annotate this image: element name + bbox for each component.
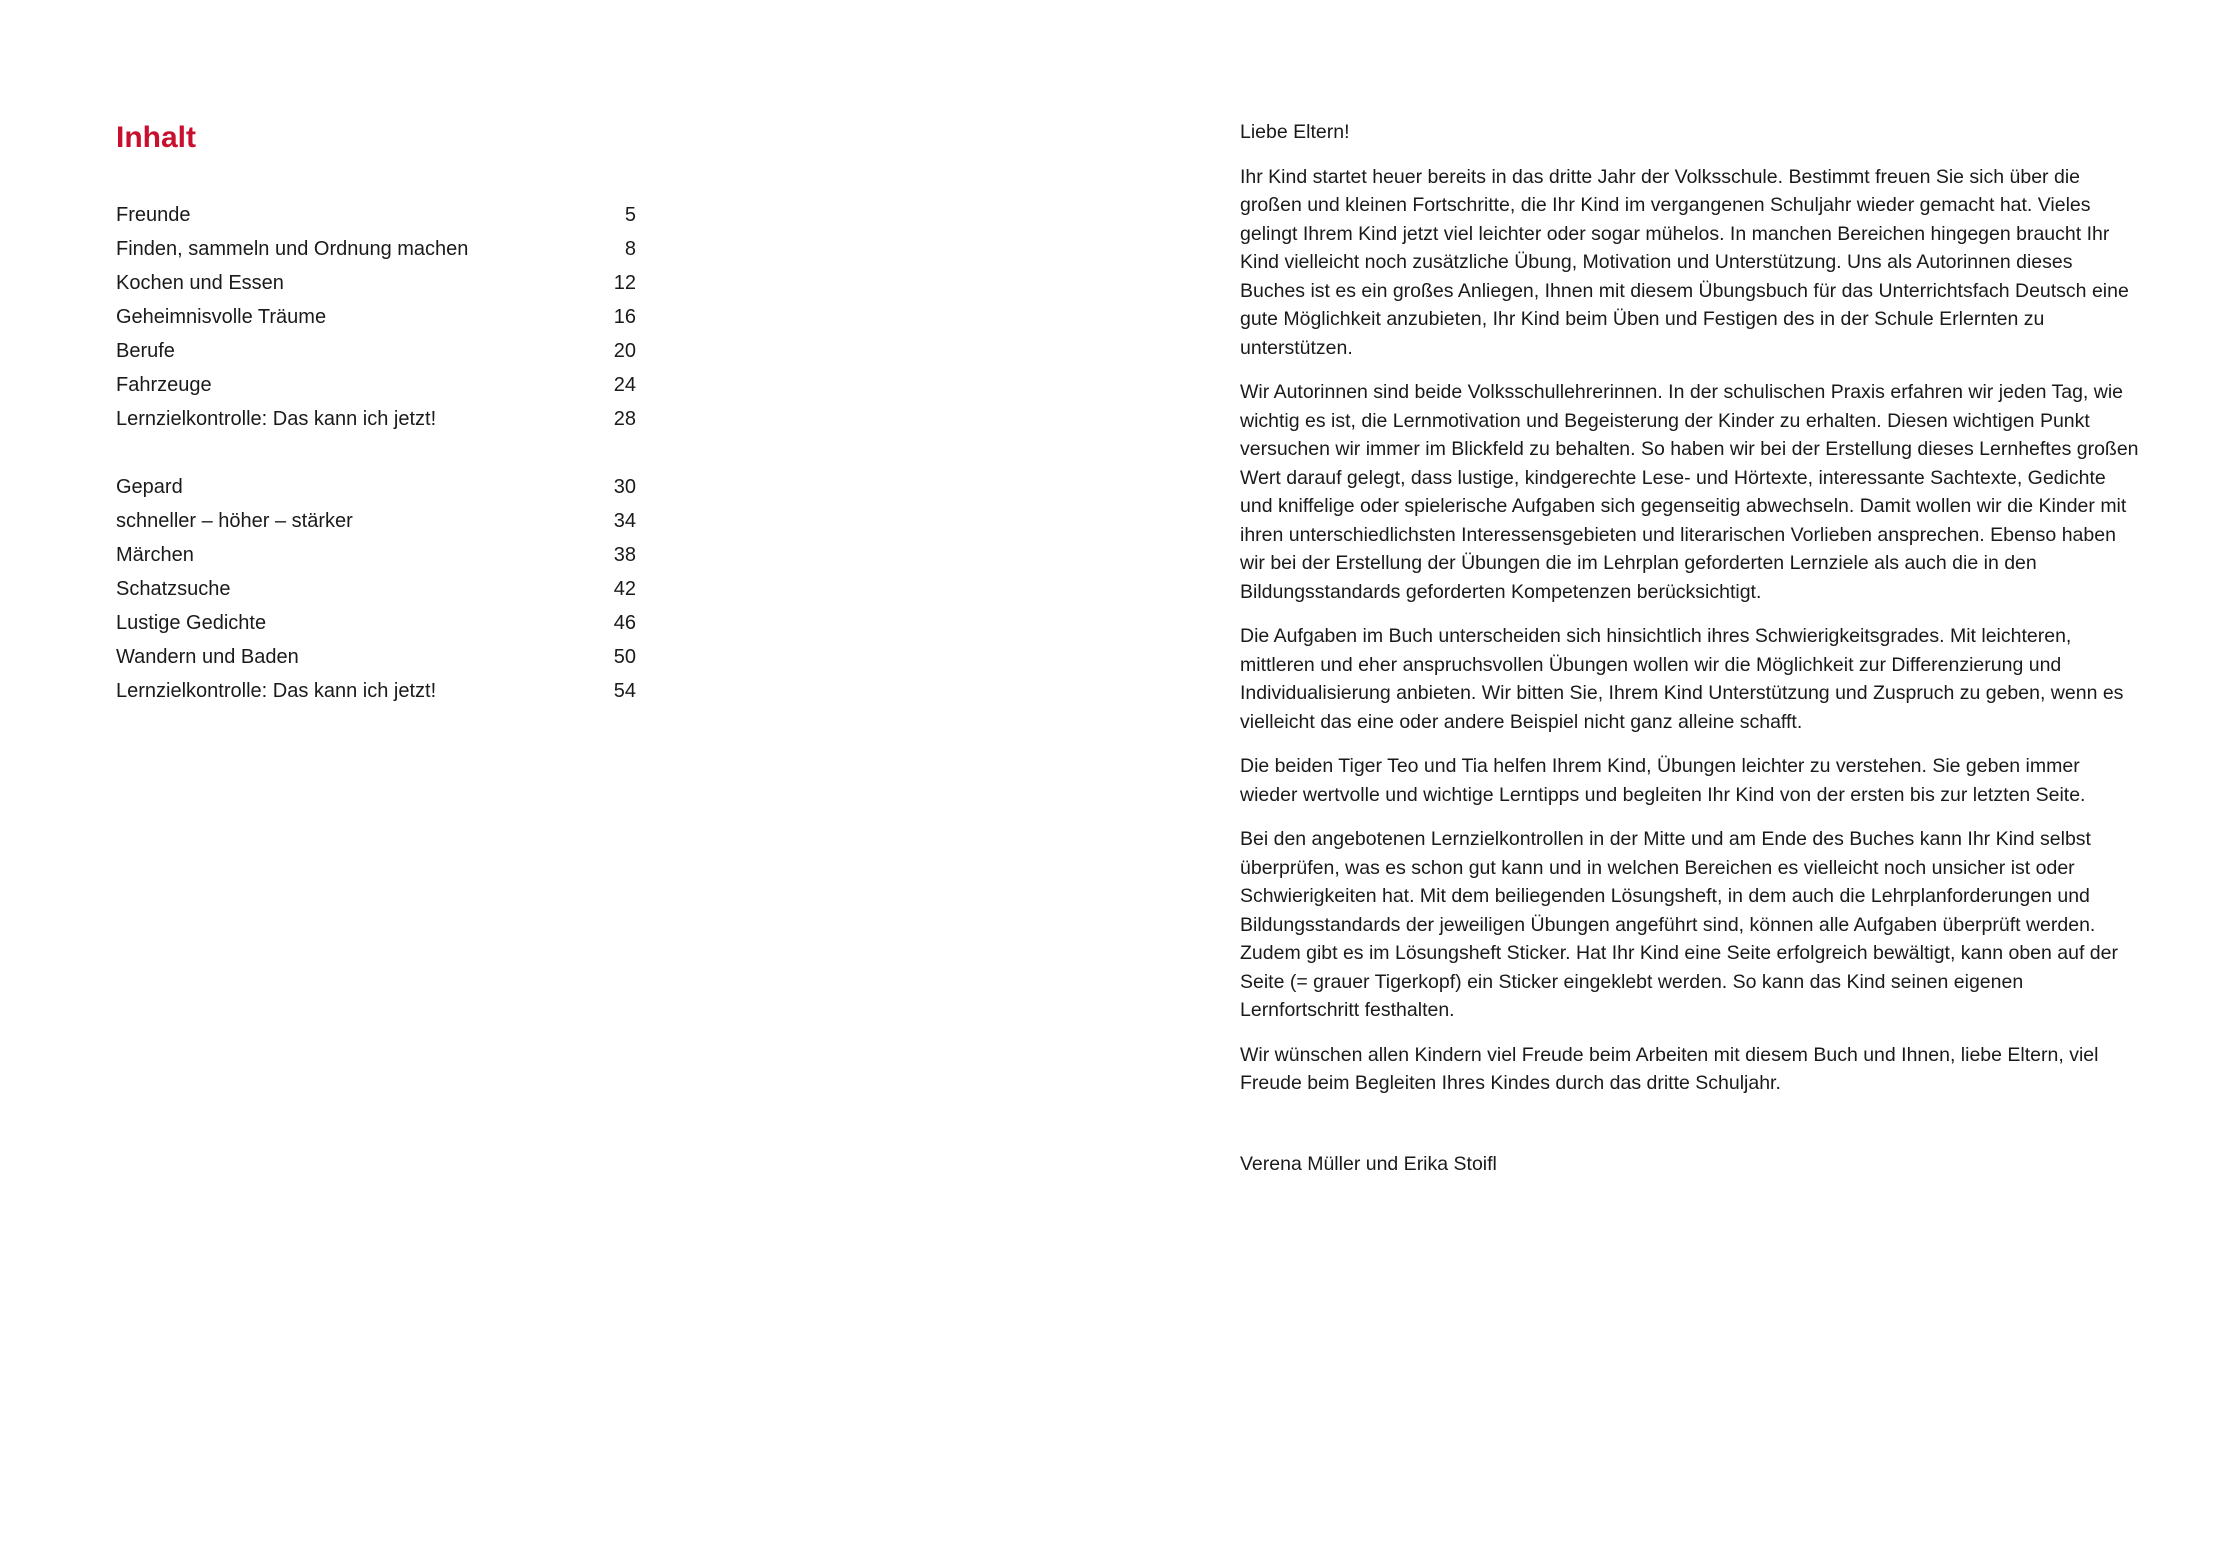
toc-entry-label: Lustige Gedichte [116,612,267,634]
toc-group-1 [116,198,636,436]
toc-entry [116,232,636,266]
toc-entry-label: Märchen [116,544,194,566]
toc-entry-page: 38 [613,544,636,566]
toc-entry-label: Lernzielkontrolle: Das kann ich jetzt! [116,408,437,430]
toc-entry-page: 24 [613,374,636,396]
toc-entry-page: 8 [624,238,636,260]
toc-entry-label: Schatzsuche [116,578,231,600]
toc-entry [116,300,636,334]
toc-entry-page: 20 [613,340,636,362]
toc-entry-page: 54 [613,680,636,702]
toc-entry-label: Gepard [116,476,183,498]
toc-entry-page: 30 [613,476,636,498]
toc-entry-label: schneller – höher – stärker [116,510,353,532]
toc-entry [116,368,636,402]
letter-signature: Verena Müller und Erika Stoifl [1240,1152,1497,1175]
toc-entry-page: 42 [613,578,636,600]
letter-paragraph: Wir wünschen allen Kindern viel Freude beim Arbeiten mit diesem Buch und Ihnen, liebe Eltern, viel Freude beim Begleiten Ihres Kindes durch das dritte Schuljahr. [1240,1043,2099,1094]
toc-entry [116,606,636,640]
toc-entry-label: Geheimnisvolle Träume [116,306,327,328]
toc-entry-page: 34 [613,510,636,532]
toc-entry-page: 5 [624,204,636,226]
toc-entry [116,674,636,708]
toc-entry-page: 28 [613,408,636,430]
toc-entry-label: Freunde [116,204,191,226]
toc-entry-label: Finden, sammeln und Ordnung machen [116,238,469,260]
letter-greeting: Liebe Eltern! [1240,121,1350,143]
toc-entry [116,334,636,368]
toc-entry-label: Fahrzeuge [116,374,212,396]
letter-paragraph: Die Aufgaben im Buch unterscheiden sich hinsichtlich ihres Schwierigkeitsgrades. Mit leichteren, mittleren und eher anspruchsvollen Übungen wollen wir die Möglichkeit zur Differenzierung und Individualisierung anbieten. Wir bitten Sie, Ihrem Kind Unterstützung und Zuspruch zu geben, wenn es vielleicht das eine oder andere Beispiel nicht ganz alleine schafft. [1240,625,2124,733]
toc-entry [116,504,636,538]
letter-paragraph: Wir Autorinnen sind beide Volksschullehrerinnen. In der schulischen Praxis erfahren wir jeden Tag, wie wichtig es ist, die Lernmotivation und Begeisterung der Kinder zu erhalten. Diesen wichtigen Punkt versuchen wir immer im Blickfeld zu behalten. So haben wir bei der Erstellung dieses Lernheftes großen Wert darauf gelegt, dass lustige, kindgerechte Lese- und Hörtexte, interessante Sachtexte, Gedichte und kniffelige oder spielerische Aufgaben sich gegenseitig abwechseln. Damit wollen wir die Kinder mit ihren unterschiedlichsten Interessensgebieten und literarischen Vorlieben ansprechen. Ebenso haben wir bei der Erstellung der Übungen die im Lehrplan geforderten Lernziele als auch die in den Bildungsstandards geforderten Kompetenzen berücksichtigt. [1240,381,2139,603]
letter-paragraph: Bei den angebotenen Lernzielkontrollen in der Mitte und am Ende des Buches kann Ihr Kind selbst überprüfen, was es schon gut kann und in welchen Bereichen es vielleicht noch unsicher ist oder Schwierigkeiten hat. Mit dem beiliegenden Lösungsheft, in dem auch die Lehrplanforderungen und Bildungsstandards der jeweiligen Übungen angeführt sind, können alle Aufgaben überprüft werden. Zudem gibt es im Lösungsheft Sticker. Hat Ihr Kind eine Seite erfolgreich bewältigt, kann oben auf der Seite (= grauer Tigerkopf) ein Sticker eingeklebt werden. So kann das Kind seinen eigenen Lernfortschritt festhalten. [1240,828,2118,1021]
table-of-contents [116,118,636,708]
toc-entry-label: Wandern und Baden [116,646,299,668]
toc-entry-page: 46 [613,612,636,634]
toc-entry-page: 16 [613,306,636,328]
toc-group-2 [116,470,636,708]
letter-paragraph: Die beiden Tiger Teo und Tia helfen Ihrem Kind, Übungen leichter zu verstehen. Sie geben immer wieder wertvolle und wichtige Lerntipps und begleiten Ihr Kind von der ersten bis zur letzten Seite. [1240,755,2086,806]
toc-entry [116,538,636,572]
toc-entry-label: Lernzielkontrolle: Das kann ich jetzt! [116,680,437,702]
toc-entry [116,198,636,232]
toc-title: Inhalt [116,121,196,154]
toc-entry [116,402,636,436]
toc-entry-label: Berufe [116,340,175,362]
letter-paragraph: Ihr Kind startet heuer bereits in das dritte Jahr der Volksschule. Bestimmt freuen Sie sich über die großen und kleinen Fortschritte, die Ihr Kind im vergangenen Schuljahr wieder gemacht hat. Vieles gelingt Ihrem Kind jetzt viel leichter oder sogar mühelos. In manchen Bereichen hingegen braucht Ihr Kind vielleicht noch zusätzliche Übung, Motivation und Unterstützung. Uns als Autorinnen dieses Buches ist es ein großes Anliegen, Ihnen mit diesem Übungsbuch für das Unterrichtsfach Deutsch eine gute Möglichkeit anzubieten, Ihr Kind beim Üben und Festigen des in der Schule Erlernten zu unterstützen. [1240,165,2129,359]
toc-entry-page: 50 [613,646,636,668]
toc-entry [116,572,636,606]
toc-entry-label: Kochen und Essen [116,272,284,294]
toc-entry-page: 12 [613,272,636,294]
toc-entry [116,266,636,300]
foreword-letter [1240,118,2140,1194]
toc-entry [116,640,636,674]
toc-entry [116,470,636,504]
